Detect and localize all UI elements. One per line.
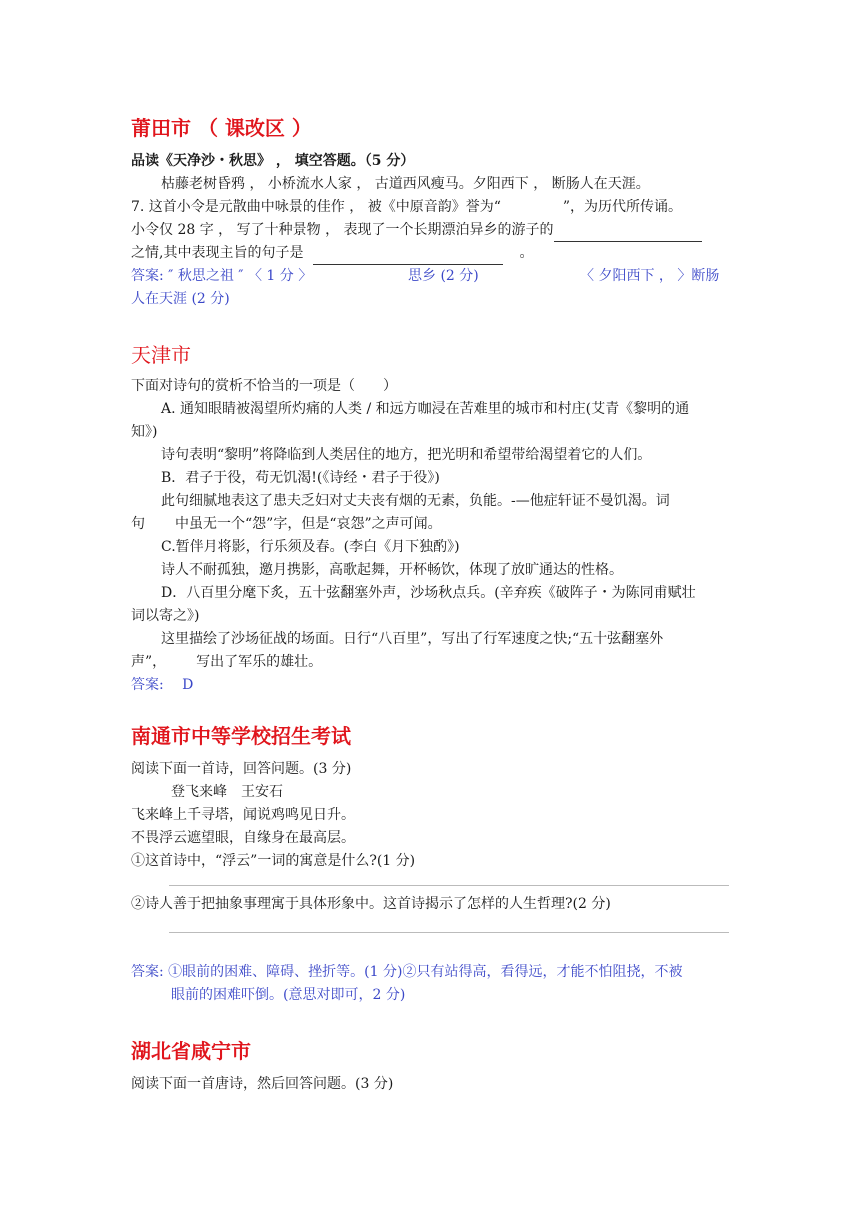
blank-line xyxy=(313,248,503,265)
option-a-analysis: 诗句表明“黎明”将降临到人类居住的地方，把光明和希望带给渴望着它的人们。 xyxy=(161,447,652,463)
option-b-analysis: 此句细腻地表这了患夫乏妇对丈夫丧有烟的无素，负能。-—他症轩证不曼饥渴。词 xyxy=(161,493,670,509)
option-b-analysis-cont: 句 中虽无一个“怨”字，但是“哀怨”之声可闻。 xyxy=(131,516,442,532)
poem-text: 枯藤老树昏鸦 ， 小桥流水人家 ， 古道西风瘦马。夕阳西下 ， 断肠人在天涯。 xyxy=(161,176,650,192)
option-d-analysis: 这里描绘了沙场征战的场面。日行“八百里”，写出了行军速度之快;“五十弦翻塞外 xyxy=(161,631,664,647)
sub-question: ①这首诗中，“浮云”一词的寓意是什么?(1 分) xyxy=(131,853,416,869)
option-c: C.暂伴月将影，行乐须及春。(李白《月下独酌》) xyxy=(161,539,460,555)
question-text: 阅读下面一首诗，回答问题。(3 分) xyxy=(131,761,352,777)
answer-line: 答案: D xyxy=(131,677,194,693)
blank-line xyxy=(554,225,702,242)
option-a: A. 通知眼睛被渴望所灼痛的人类 / 和远方咖浸在苦难里的城市和村庄(艾青《黎明的通 xyxy=(161,401,690,417)
sub-question: ②诗人善于把抽象事理寓于具体形象中。这首诗揭示了怎样的人生哲理?(2 分) xyxy=(131,896,611,912)
answer-rule xyxy=(169,932,729,933)
question-line: 小令仅 28 字 ， 写了十种景物 ， 表现了一个长期漂泊异乡的游子的 xyxy=(131,219,731,242)
question-text: 阅读下面一首唐诗，然后回答问题。(3 分) xyxy=(131,1076,394,1092)
poem-line: 不畏浮云遮望眼，自缘身在最高层。 xyxy=(131,830,355,846)
answer-line: 答案: ″ 秋思之祖 ″ 〈 1 分 〉 思乡 (2 分) 〈 夕阳西下 ， 〉断肠 xyxy=(131,268,720,284)
question-text: 下面对诗句的赏析不恰当的一项是（ ） xyxy=(131,378,397,394)
option-b: B．君子于役，苟无饥渴!(《诗经・君子于役》) xyxy=(161,470,440,486)
answer-line: 人在天涯 (2 分) xyxy=(131,291,230,307)
heading-nantong: 南通市中等学校招生考试 xyxy=(131,724,351,748)
heading-tianjin: 天津市 xyxy=(131,343,191,367)
heading-xianning: 湖北省咸宁市 xyxy=(131,1039,251,1063)
question-line: 7. 这首小令是元散曲中咏景的佳作 ， 被《中原音韵》誉为“ ”，为历代所传诵。 xyxy=(131,199,683,215)
question-prompt: 品读《天净沙・秋思》 ， 填空答题。（5 分） xyxy=(131,153,415,169)
poem-title: 登飞来峰 王安石 xyxy=(171,784,283,800)
heading-putian: 莆田市 （ 课改区 ） xyxy=(131,116,312,140)
answer-line: 答案: ①眼前的困难、障碍、挫折等。(1 分)②只有站得高，看得远，才能不怕阻挠，不被 xyxy=(131,964,683,980)
question-line: 之情,其中表现主旨的句子是 。 xyxy=(131,242,731,265)
answer-line: 眼前的困难吓倒。(意思对即可，2 分) xyxy=(171,987,406,1003)
option-a-cont: 知》) xyxy=(131,424,158,440)
option-c-analysis: 诗人不耐孤独，邀月携影，高歌起舞，开杯畅饮，体现了放旷通达的性格。 xyxy=(161,562,623,578)
option-d-analysis-cont: 声”， 写出了军乐的雄壮。 xyxy=(131,654,323,670)
answer-rule xyxy=(169,885,729,886)
poem-line: 飞来峰上千寻塔，闻说鸡鸣见日升。 xyxy=(131,807,355,823)
option-d: D．八百里分麾下炙，五十弦翻塞外声，沙场秋点兵。(辛弃疾《破阵子・为陈同甫赋壮 xyxy=(161,585,696,601)
option-d-cont: 词以寄之》) xyxy=(131,608,200,624)
